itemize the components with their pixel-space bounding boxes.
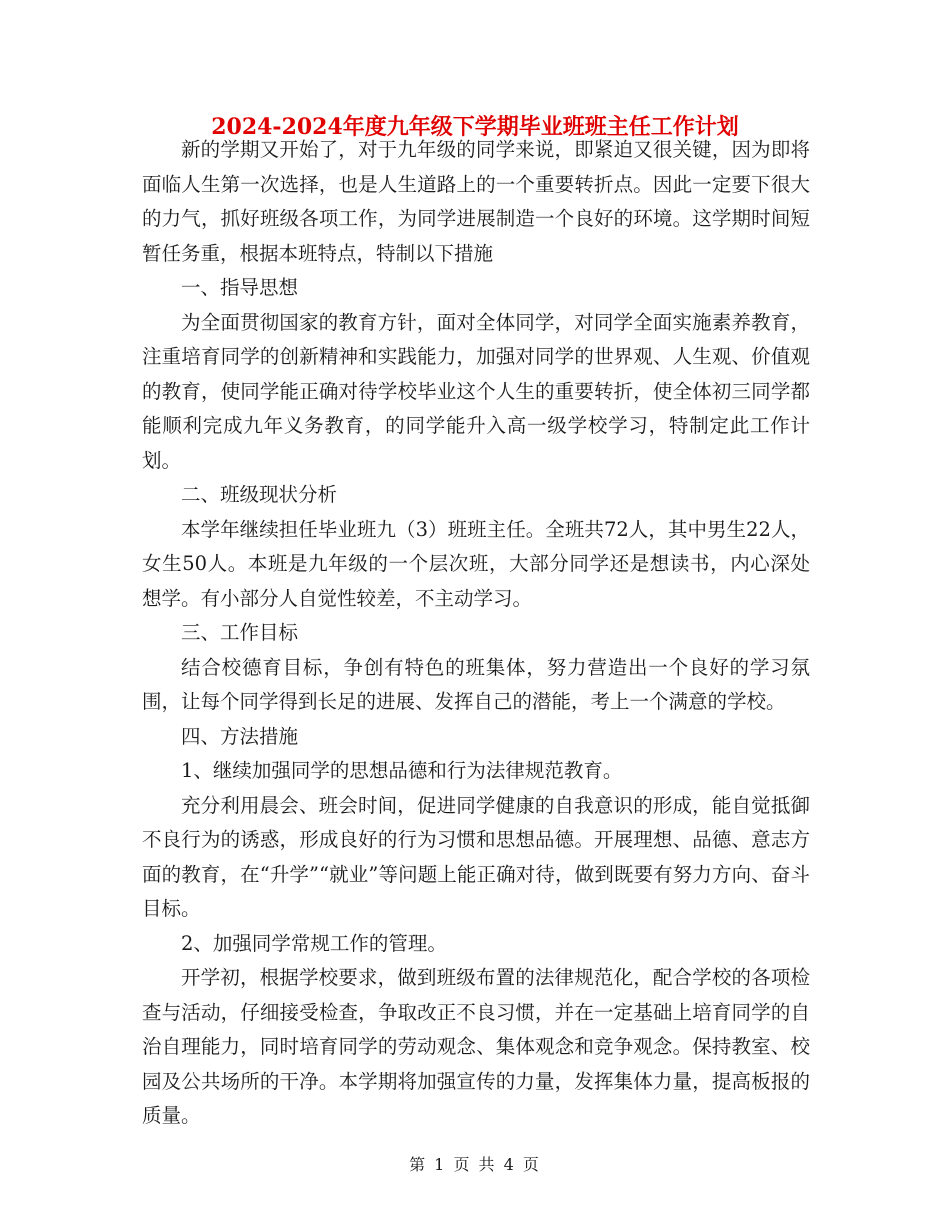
- paragraph-work-goals: 结合校德育目标，争创有特色的班集体，努力营造出一个良好的学习氛围，让每个同学得到长足的进展、发挥自己的潜能，考上一个满意的学校。: [142, 655, 810, 713]
- paragraph-moral-education: 充分利用晨会、班会时间，促进同学健康的自我意识的形成，能自觉抵御不良行为的诱惑，形成良好的行为习惯和思想品德。开展理想、品德、意志方面的教育，在“升学”“就业”等问题上能正确对待，做到既要有努力方向、奋斗目标。: [142, 793, 810, 920]
- paragraph-routine-management: 开学初，根据学校要求，做到班级布置的法律规范化，配合学校的各项检查与活动，仔细接受检查，争取改正不良习惯，并在一定基础上培育同学的自治自理能力，同时培育同学的劳动观念、集体观念和竞争观念。保持教室、校园及公共场所的干净。本学期将加强宣传的力量，发挥集体力量，提高板报的质量。: [142, 966, 810, 1127]
- page-number-footer: 第 1 页 共 4 页: [409, 1155, 541, 1174]
- heading-methods: 四、方法措施: [181, 724, 299, 748]
- heading-guiding-ideology: 一、指导思想: [181, 276, 299, 299]
- heading-work-goals: 三、工作目标: [181, 621, 299, 644]
- paragraph-guiding-ideology: 为全面贯彻国家的教育方针，面对全体同学，对同学全面实施素养教育，注重培育同学的创新精神和实践能力，加强对同学的世界观、人生观、价值观的教育，使同学能正确对待学校毕业这个人生的重要转折，使全体初三同学都能顺利完成九年义务教育，的同学能升入高一级学校学习，特制定此工作计划。: [142, 310, 810, 472]
- heading-class-analysis: 二、班级现状分析: [181, 483, 338, 506]
- subheading-routine-management: 2、加强同学常规工作的管理。: [181, 931, 447, 955]
- paragraph-intro: 新的学期又开始了，对于九年级的同学来说，即紧迫又很关键，因为即将面临人生第一次选择，也是人生道路上的一个重要转折点。因此一定要下很大的力气，抓好班级各项工作，为同学进展制造一个良好的环境。这学期时间短暂任务重，根据本班特点，特制以下措施: [142, 138, 810, 265]
- document-body: [142, 133, 810, 1134]
- subheading-moral-education: 1、继续加强同学的思想品德和行为法律规范教育。: [181, 759, 623, 782]
- paragraph-class-analysis: 本学年继续担任毕业班九（3）班班主任。全班共72人，其中男生22人，女生50人。本班是九年级的一个层次班，大部分同学还是想读书，内心深处想学。有小部分人自觉性较差，不主动学习。: [142, 517, 810, 610]
- document-title: 2024-2024年度九年级下学期毕业班班主任工作计划: [211, 114, 739, 140]
